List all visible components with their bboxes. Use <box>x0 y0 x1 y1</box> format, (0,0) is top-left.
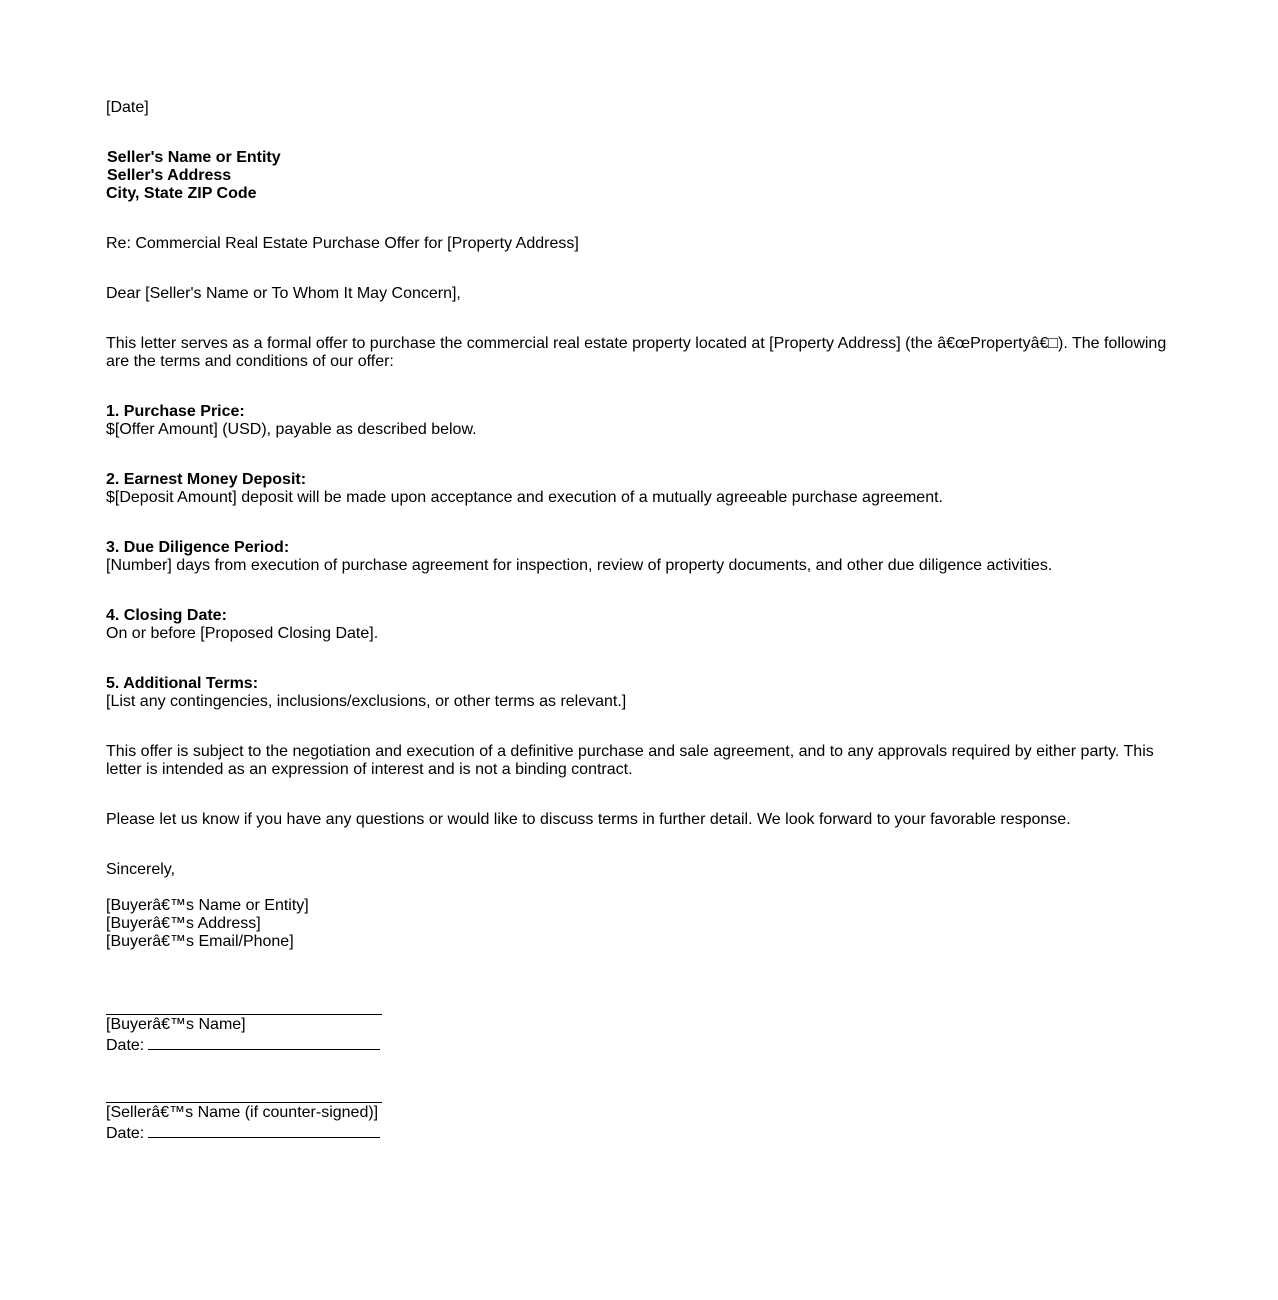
recipient-name: Seller's Name or Entity <box>107 149 281 166</box>
term-body: [List any contingencies, inclusions/exclusions, or other terms as relevant.] <box>106 693 627 710</box>
date-underline <box>148 1034 380 1050</box>
term-due-diligence <box>106 539 1174 575</box>
buyer-signature-date <box>106 1034 382 1055</box>
recipient-city-state-zip: City, State ZIP Code <box>106 185 257 202</box>
term-heading: 3. Due Diligence Period: <box>106 539 290 556</box>
seller-signature-name: [Sellerâ€™s Name (if counter-signed)] <box>106 1104 379 1121</box>
term-body: $[Offer Amount] (USD), payable as described below. <box>106 421 477 438</box>
sender-block <box>106 897 1174 951</box>
term-body: On or before [Proposed Closing Date]. <box>106 625 379 642</box>
sender-address: [Buyerâ€™s Address] <box>106 915 261 932</box>
term-heading: 4. Closing Date: <box>106 607 227 624</box>
buyer-signature-block <box>106 1014 382 1055</box>
term-earnest-money <box>106 471 1174 507</box>
letter-date: [Date] <box>106 99 149 116</box>
term-heading: 1. Purchase Price: <box>106 403 245 420</box>
date-label: Date: <box>106 1125 145 1142</box>
spacer <box>106 1055 1174 1102</box>
recipient-address: Seller's Address <box>107 167 232 184</box>
term-heading: 5. Additional Terms: <box>106 675 259 692</box>
term-purchase-price <box>106 403 1174 439</box>
term-additional <box>106 675 1174 711</box>
intro-paragraph: This letter serves as a formal offer to purchase the commercial real estate property located at [Property Address] (the â€œPropertyâ€□). The following are the terms and conditions of our offer: <box>106 335 1167 370</box>
sender-contact: [Buyerâ€™s Email/Phone] <box>106 933 294 950</box>
seller-signature-date <box>106 1122 382 1143</box>
date-underline <box>148 1122 380 1138</box>
seller-signature-block <box>106 1102 382 1143</box>
subject-line: Re: Commercial Real Estate Purchase Offer for [Property Address] <box>106 235 579 252</box>
buyer-signature-name: [Buyerâ€™s Name] <box>106 1016 246 1033</box>
term-closing-date <box>106 607 1174 643</box>
recipient-block <box>106 149 1174 203</box>
term-heading: 2. Earnest Money Deposit: <box>106 471 307 488</box>
date-label: Date: <box>106 1037 145 1054</box>
letter-document <box>106 99 1174 1143</box>
sign-off: Sincerely, <box>106 861 176 878</box>
term-body: $[Deposit Amount] deposit will be made upon acceptance and execution of a mutually agreeable purchase agreement. <box>106 489 943 506</box>
term-body: [Number] days from execution of purchase agreement for inspection, review of property documents, and other due diligence activities. <box>106 557 1053 574</box>
spacer <box>106 951 1174 1014</box>
disclaimer-paragraph: This offer is subject to the negotiation and execution of a definitive purchase and sale agreement, and to any approvals required by either party. This letter is intended as an expression of interest and is not a binding contract. <box>106 743 1154 778</box>
closing-note-paragraph: Please let us know if you have any questions or would like to discuss terms in further detail. We look forward to your favorable response. <box>106 811 1071 828</box>
sender-name: [Buyerâ€™s Name or Entity] <box>106 897 309 914</box>
salutation: Dear [Seller's Name or To Whom It May Concern], <box>106 285 461 302</box>
